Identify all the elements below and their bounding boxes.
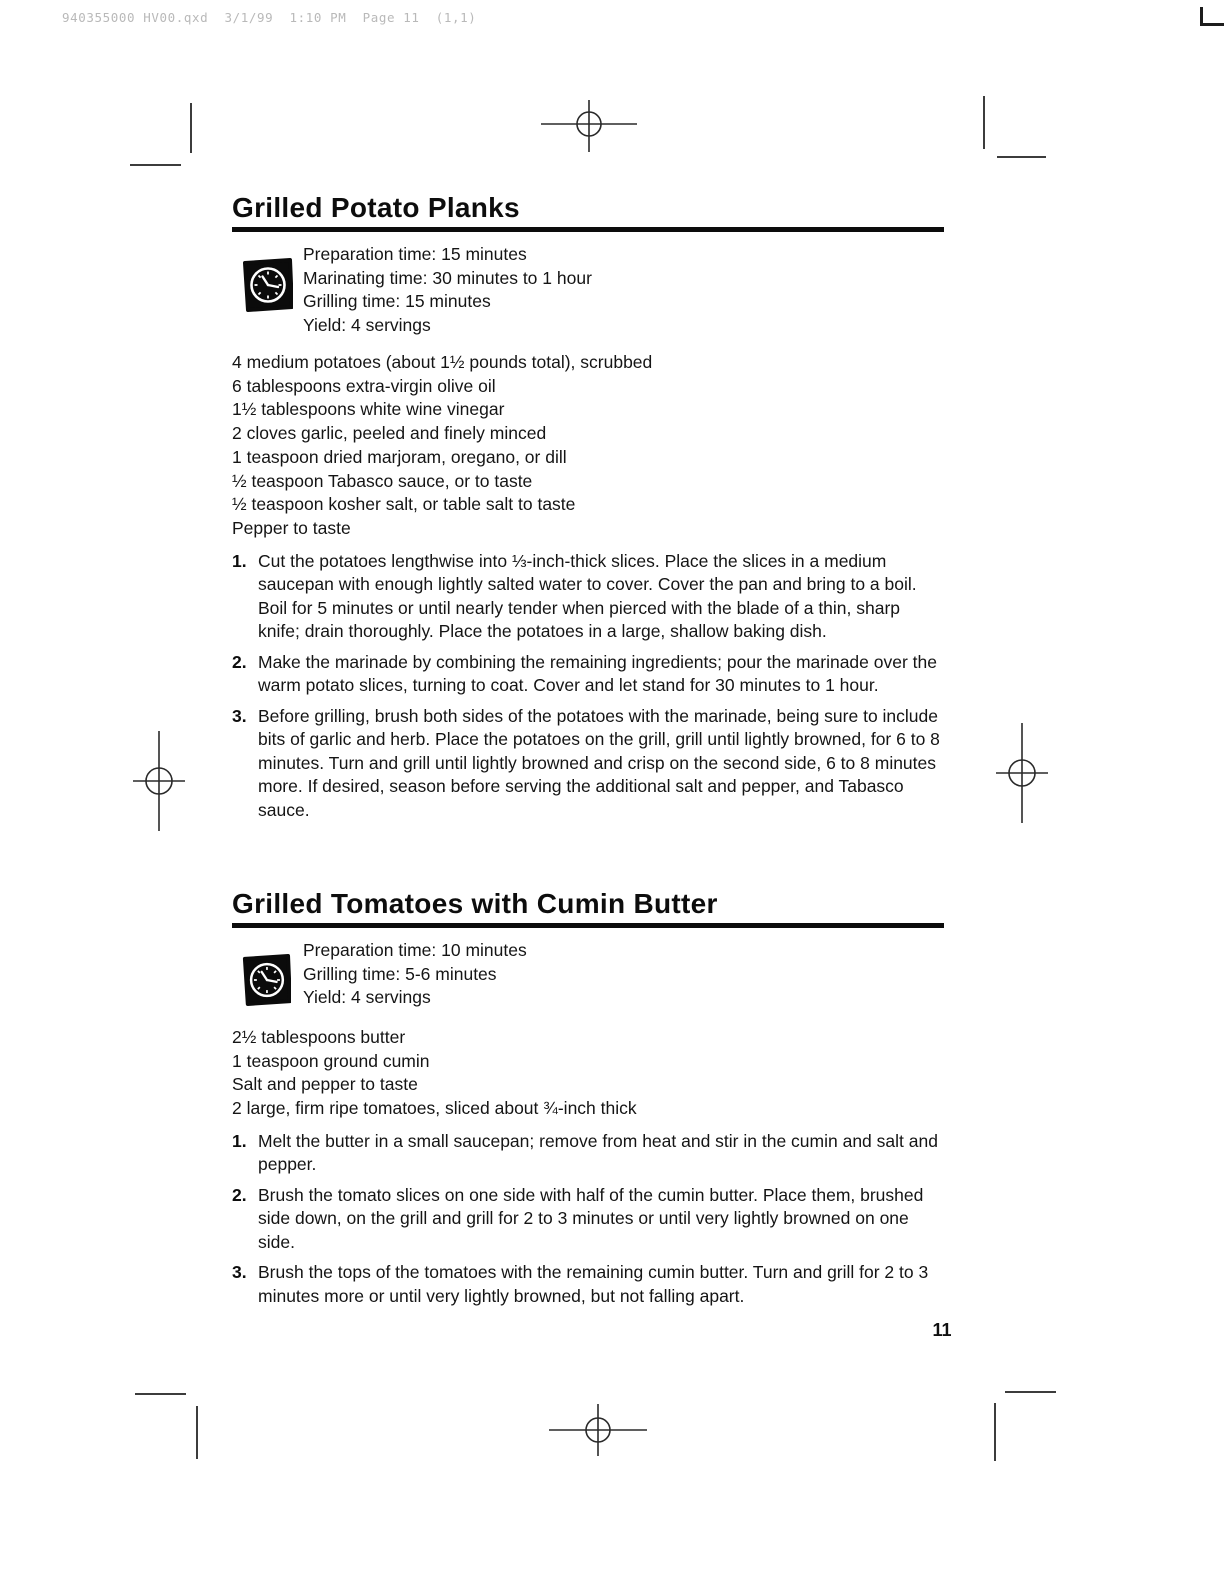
ingredient-line: ½ teaspoon kosher salt, or table salt to taste [232, 494, 576, 515]
info-line: Yield: 4 servings [303, 987, 431, 1007]
step-item [232, 550, 944, 644]
step-text: Melt the butter in a small saucepan; remove from heat and stir in the cumin and salt and pepper. [258, 1130, 938, 1175]
recipe-info-row [232, 939, 944, 1012]
print-slug: 940355000 HV00.qxd 3/1/99 1:10 PM Page 11 (1,1) [62, 10, 477, 25]
step-number: 1. [232, 550, 247, 571]
step-list [232, 1130, 944, 1309]
title-rule [232, 227, 944, 232]
info-line: Marinating time: 30 minutes to 1 hour [303, 267, 592, 288]
crop-mark [196, 1406, 198, 1459]
clock-icon [232, 243, 303, 337]
ingredient-line: 1½ tablespoons white wine vinegar [232, 399, 505, 420]
step-text: Before grilling, brush both sides of the potatoes with the marinade, being sure to include bits of garlic and herb. Place the potatoes on the grill, grill until lightly browned, for 6 to 8 minutes. Turn and grill until lightly browned and crisp on the second side, 6 to 8 minutes more. If desired, season before serving the additional salt and pepper, and Tabasco sauce. [258, 705, 940, 820]
ingredient-list [232, 1026, 944, 1121]
step-item [232, 651, 944, 698]
corner-crop-mark-horizontal [1200, 23, 1224, 26]
recipe-section-tomatoes-cumin-butter [232, 889, 944, 1308]
recipe-info-row [232, 243, 944, 337]
ingredient-line: 2 cloves garlic, peeled and finely minced [232, 423, 547, 444]
step-item [232, 1184, 944, 1255]
crop-mark [135, 1393, 186, 1395]
recipe-info-lines [303, 939, 527, 1012]
info-line: Grilling time: 15 minutes [303, 291, 491, 311]
step-item [232, 705, 944, 823]
info-line: Preparation time: 15 minutes [303, 244, 527, 264]
crop-mark [994, 1403, 996, 1461]
ingredient-line: ½ teaspoon Tabasco sauce, or to taste [232, 470, 533, 491]
ingredient-line: 2½ tablespoons butter [232, 1027, 406, 1047]
ingredient-line: Salt and pepper to taste [232, 1074, 418, 1095]
recipe-title: Grilled Potato Planks [232, 192, 520, 223]
step-number: 3. [232, 705, 247, 726]
recipe-title: Grilled Tomatoes with Cumin Butter [232, 888, 718, 919]
info-line: Yield: 4 servings [303, 314, 431, 335]
ingredient-list [232, 351, 944, 541]
ingredient-line: 6 tablespoons extra-virgin olive oil [232, 375, 496, 396]
registration-mark-left [133, 731, 185, 836]
step-item [232, 1261, 944, 1308]
ingredient-line: 2 large, firm ripe tomatoes, sliced about ¾-inch thick [232, 1098, 637, 1119]
step-text: Make the marinade by combining the remaining ingredients; pour the marinade over the warm potato slices, turning to coat. Cover and let stand for 30 minutes to 1 hour. [258, 651, 937, 696]
info-line: Grilling time: 5-6 minutes [303, 963, 497, 984]
crop-mark [983, 96, 985, 149]
step-item [232, 1130, 944, 1177]
step-number: 2. [232, 651, 247, 672]
step-number: 1. [232, 1130, 247, 1151]
step-text: Brush the tomato slices on one side with half of the cumin butter. Place them, brushed side down, on the grill and grill for 2 to 3 minutes or until very lightly browned on one side. [258, 1184, 924, 1252]
recipe-info-lines [303, 243, 592, 337]
crop-mark [997, 156, 1046, 158]
registration-mark-bottom [549, 1404, 647, 1461]
crop-mark [190, 103, 192, 153]
ingredient-line: Pepper to taste [232, 517, 351, 538]
ingredient-line: 1 teaspoon ground cumin [232, 1050, 430, 1071]
registration-mark-right [996, 723, 1048, 828]
title-rule [232, 923, 944, 928]
step-text: Cut the potatoes lengthwise into ⅓-inch-thick slices. Place the slices in a medium saucepan with enough lightly salted water to cover. Cover the pan and bring to a boil. Boil for 5 minutes or until nearly tender when pierced with the blade of a thin, sharp knife; drain thoroughly. Place the potatoes in a large, shallow baking dish. [258, 550, 917, 642]
page-number: 11 [932, 1320, 952, 1340]
step-list [232, 550, 944, 823]
step-number: 3. [232, 1262, 247, 1283]
step-number: 2. [232, 1184, 247, 1205]
crop-mark [1005, 1391, 1056, 1393]
info-line: Preparation time: 10 minutes [303, 940, 527, 960]
clock-icon [232, 939, 303, 1012]
ingredient-line: 4 medium potatoes (about 1½ pounds total), scrubbed [232, 352, 653, 372]
recipe-section-potato-planks [232, 193, 944, 822]
step-text: Brush the tops of the tomatoes with the remaining cumin butter. Turn and grill for 2 to 3 minutes more or until very lightly browned, but not falling apart. [258, 1262, 929, 1306]
ingredient-line: 1 teaspoon dried marjoram, oregano, or dill [232, 446, 567, 467]
crop-mark [130, 164, 181, 166]
registration-mark-top [541, 97, 637, 160]
